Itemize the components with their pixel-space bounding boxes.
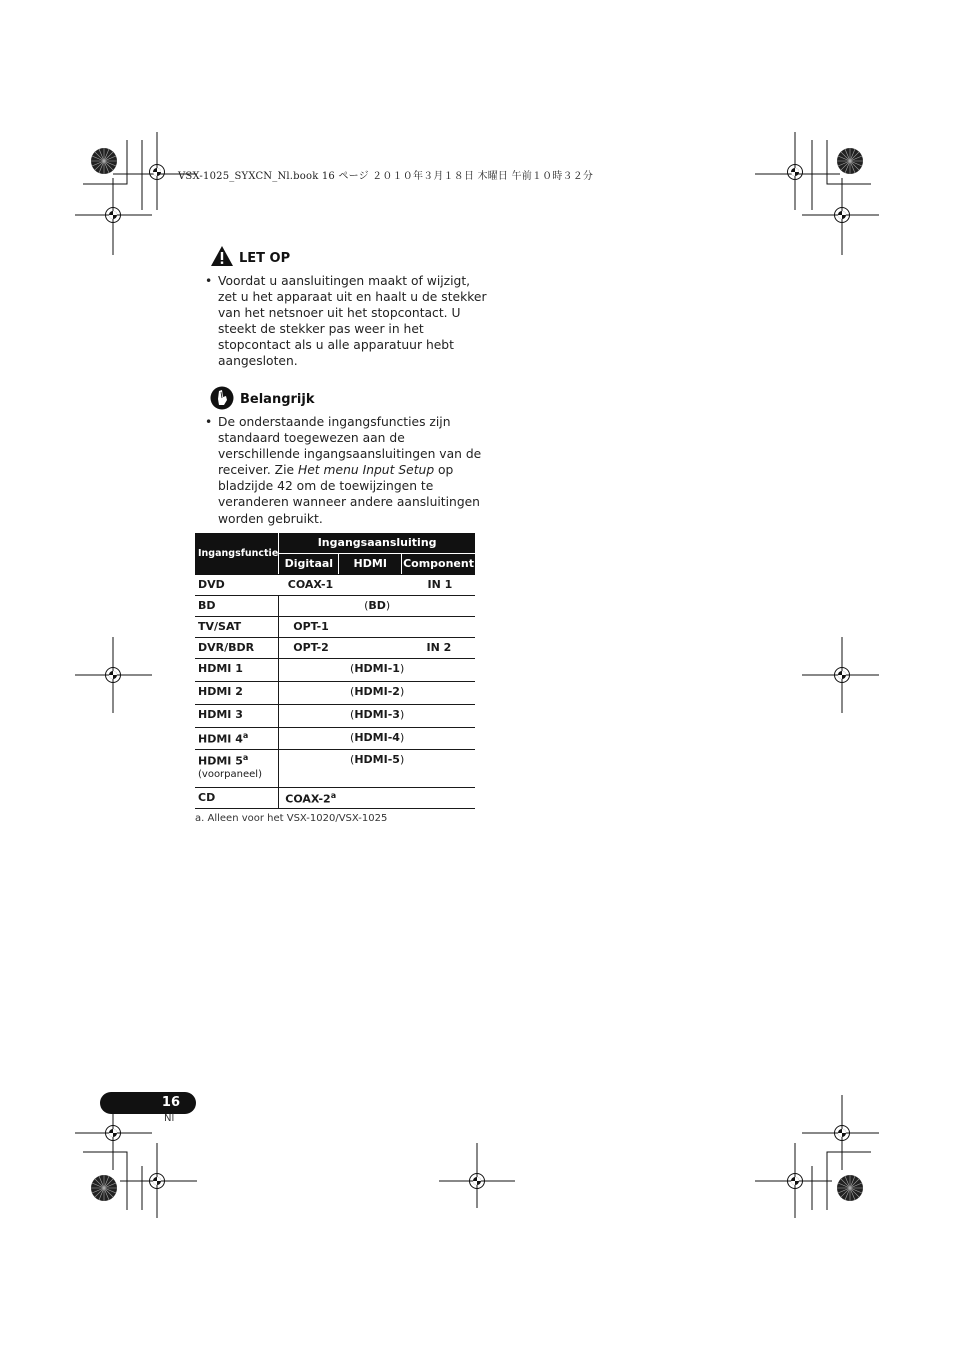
table-row bbox=[195, 749, 475, 787]
cell-hdmi bbox=[339, 637, 402, 658]
important-line: De onderstaande ingangsfuncties zijn bbox=[218, 415, 451, 429]
col-header-group bbox=[279, 533, 475, 553]
cell-digital: COAX-1 bbox=[279, 574, 339, 595]
input-assignment-table bbox=[195, 533, 475, 809]
table-row bbox=[195, 574, 475, 595]
caution-title: LET OP bbox=[239, 251, 291, 266]
table-row bbox=[195, 681, 475, 704]
table-row bbox=[195, 658, 475, 681]
caution-line: aangesloten. bbox=[218, 354, 298, 369]
table-row bbox=[195, 595, 475, 616]
important-line: worden gebruikt. bbox=[218, 511, 323, 526]
row-label: HDMI 2 bbox=[195, 681, 279, 704]
caution-line: Voordat u aansluitingen maakt of wijzigt, bbox=[218, 274, 471, 288]
cell-component: IN 2 bbox=[402, 637, 475, 658]
row-label: TV/SAT bbox=[195, 616, 279, 637]
page-number: 16 bbox=[161, 1095, 180, 1110]
paren-close: ) bbox=[399, 730, 405, 744]
important-title: Belangrijk bbox=[240, 392, 315, 407]
row-label bbox=[195, 749, 279, 787]
hand-pointing-icon bbox=[210, 386, 234, 410]
digital-value: COAX-2 bbox=[285, 792, 331, 806]
cell-digital bbox=[279, 787, 475, 808]
hdmi-value: HDMI-1 bbox=[354, 661, 400, 675]
cell-hdmi-merged bbox=[279, 727, 475, 749]
row-label-text: HDMI 5 bbox=[198, 754, 243, 768]
row-label-text: HDMI 4 bbox=[198, 732, 243, 746]
cell-digital: OPT-2 bbox=[279, 637, 339, 658]
row-sublabel: (voorpaneel) bbox=[198, 769, 262, 781]
hdmi-value: HDMI-5 bbox=[354, 752, 400, 766]
bullet-dot: • bbox=[205, 274, 213, 288]
paren-close: ) bbox=[399, 752, 405, 766]
caution-line: zet u het apparaat uit en haalt u de stekker bbox=[218, 290, 487, 305]
col-header-digital: Digitaal bbox=[279, 553, 339, 574]
paren-open: ( bbox=[350, 684, 355, 698]
language-code: Nl bbox=[164, 1113, 175, 1124]
important-line bbox=[218, 462, 481, 478]
paren-close: ) bbox=[399, 661, 405, 675]
important-line: bladzijde 42 om de toewijzingen te bbox=[218, 479, 434, 494]
hdmi-value: HDMI-2 bbox=[354, 684, 400, 698]
important-line: standaard toegewezen aan de bbox=[218, 431, 405, 446]
caution-line: steekt de stekker pas weer in het bbox=[218, 322, 424, 337]
table-row bbox=[195, 637, 475, 658]
row-label: DVD bbox=[195, 574, 279, 595]
col-header-function-label: Ingangsfunctie bbox=[198, 547, 279, 559]
paren-open: ( bbox=[350, 661, 355, 675]
paren-close: ) bbox=[399, 684, 405, 698]
hdmi-value: HDMI-4 bbox=[354, 730, 400, 744]
col-header-group-label: Ingangsaansluiting bbox=[317, 536, 437, 550]
warning-triangle-icon bbox=[210, 245, 234, 267]
cell-digital: OPT-1 bbox=[279, 616, 475, 637]
paren-open: ( bbox=[364, 598, 369, 612]
paren-open: ( bbox=[350, 752, 355, 766]
row-label: HDMI 1 bbox=[195, 658, 279, 681]
row-label bbox=[195, 727, 279, 749]
paren-open: ( bbox=[350, 707, 355, 721]
important-bullet bbox=[205, 414, 482, 527]
col-header-function bbox=[195, 533, 279, 574]
cell-hdmi-merged bbox=[279, 749, 475, 787]
cell-hdmi-merged bbox=[279, 658, 475, 681]
row-label: BD bbox=[195, 595, 279, 616]
important-line: verschillende ingangsaansluitingen van de bbox=[218, 447, 482, 462]
important-line-pre: receiver. Zie bbox=[218, 463, 298, 478]
page-number-badge bbox=[100, 1092, 196, 1114]
caution-bullet bbox=[205, 273, 487, 370]
caution-line: stopcontact als u alle apparatuur hebt bbox=[218, 338, 454, 353]
row-label: HDMI 3 bbox=[195, 704, 279, 727]
footnote-ref: a bbox=[330, 790, 337, 800]
cell-hdmi-merged bbox=[279, 704, 475, 727]
footnote-ref: a bbox=[242, 730, 249, 740]
cell-hdmi bbox=[339, 574, 402, 595]
paren-open: ( bbox=[350, 730, 355, 744]
paren-close: ) bbox=[385, 598, 391, 612]
table-row bbox=[195, 787, 475, 808]
important-line: veranderen wanneer andere aansluitingen bbox=[218, 495, 480, 510]
table-footnote: a. Alleen voor het VSX-1020/VSX-1025 bbox=[195, 813, 388, 824]
footnote-ref: a bbox=[242, 752, 249, 762]
cell-hdmi-merged bbox=[279, 595, 475, 616]
hdmi-value: HDMI-3 bbox=[354, 707, 400, 721]
hdmi-value: BD bbox=[368, 598, 386, 612]
paren-close: ) bbox=[399, 707, 405, 721]
col-header-hdmi: HDMI bbox=[339, 553, 402, 574]
caution-line: van het netsnoer uit het stopcontact. U bbox=[218, 306, 461, 321]
cell-component: IN 1 bbox=[402, 574, 475, 595]
menu-reference: Het menu Input Setup bbox=[298, 463, 435, 478]
table-row bbox=[195, 616, 475, 637]
important-line-post: op bbox=[434, 463, 454, 478]
bullet-dot: • bbox=[205, 415, 213, 429]
row-label: CD bbox=[195, 787, 279, 808]
table-row bbox=[195, 727, 475, 749]
col-header-component: Component bbox=[402, 553, 475, 574]
row-label: DVR/BDR bbox=[195, 637, 279, 658]
table-row bbox=[195, 704, 475, 727]
cell-hdmi-merged bbox=[279, 681, 475, 704]
print-header-line: VSX-1025_SYXCN_Nl.book 16 ページ ２０１０年３月１８日 木曜日 午前１０時３２分 bbox=[178, 171, 594, 182]
